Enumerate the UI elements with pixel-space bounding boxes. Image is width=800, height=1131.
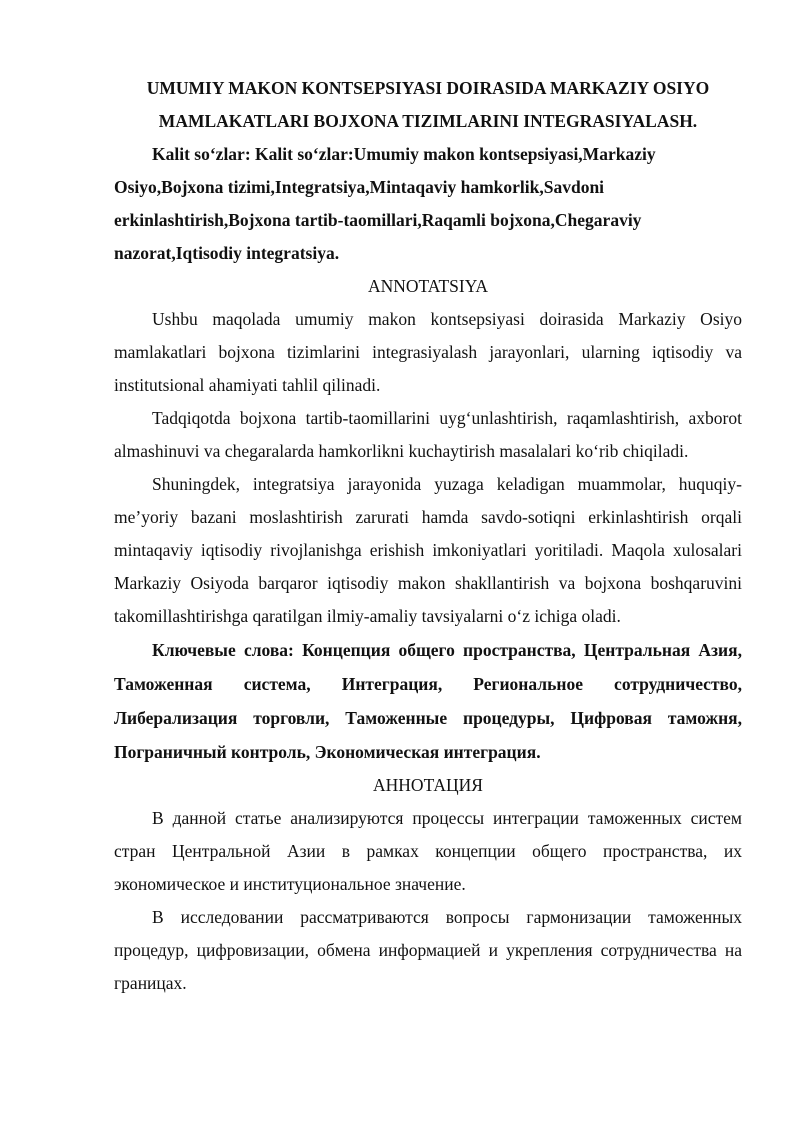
annotation-uz-paragraph-2: Tadqiqotda bojxona tartib-taomillarini uyg‘unlashtirish, raqamlashtirish, axborot almashinuvi va chegaralarda hamkorlikni kuchaytirish masalalari ko‘rib chiqiladi. — [114, 408, 742, 461]
paper-title — [114, 72, 742, 138]
annotation-ru-heading: АННОТАЦИЯ — [373, 775, 483, 795]
annotation-uz-paragraph-1: Ushbu maqolada umumiy makon kontsepsiyasi doirasida Markaziy Osiyo mamlakatlari bojxona tizimlarini integrasiyalash jarayonlari, ularning iqtisodiy va institutsional ahamiyati tahlil qilinadi. — [114, 309, 742, 395]
keywords-ru: Ключевые слова: Концепция общего пространства, Центральная Азия, Таможенная система, Интеграция, Региональное сотрудничество, Либерализация торговли, Таможенные процедуры, Цифровая таможня, Пограничный контроль, Экономическая интеграция. — [114, 640, 742, 762]
title-line-1: UMUMIY MAKON KONTSEPSIYASI DOIRASIDA MARKAZIY OSIYO — [146, 78, 710, 98]
annotation-uz-paragraph-3: Shuningdek, integratsiya jarayonida yuzaga keladigan muammolar, huquqiy-me’yoriy bazani moslashtirish zarurati hamda savdo-sotiqni erkinlashtirish orqali mintaqaviy iqtisodiy rivojlanishga erishish imkoniyatlari yoritiladi. Maqola xulosalari Markaziy Osiyoda barqaror iqtisodiy makon shakllantirish va bojxona boshqaruvini takomillashtirishga qaratilgan ilmiy-amaliy tavsiyalarni o‘z ichiga oladi. — [114, 474, 742, 626]
annotation-ru-paragraph-1: В данной статье анализируются процессы интеграции таможенных систем стран Центральной Азии в рамках концепции общего пространства, их экономическое и институциональное значение. — [114, 808, 742, 894]
keywords-uz: Kalit so‘zlar: Kalit so‘zlar:Umumiy makon kontsepsiyasi,Markaziy Osiyo,Bojxona tizimi,Integratsiya,Mintaqaviy hamkorlik,Savdoni erkinlashtirish,Bojxona tartib-taomillari,Raqamli bojxona,Chegaraviy nazorat,Iqtisodiy integratsiya. — [114, 144, 656, 263]
document-page — [114, 72, 742, 1000]
annotation-uz-heading: ANNOTATSIYA — [367, 276, 489, 296]
annotation-ru-paragraph-2: В исследовании рассматриваются вопросы гармонизации таможенных процедур, цифровизации, обмена информацией и укрепления сотрудничества на границах. — [114, 907, 742, 993]
title-line-2: MAMLAKATLARI BOJXONA TIZIMLARINI INTEGRASIYALASH. — [158, 111, 698, 131]
